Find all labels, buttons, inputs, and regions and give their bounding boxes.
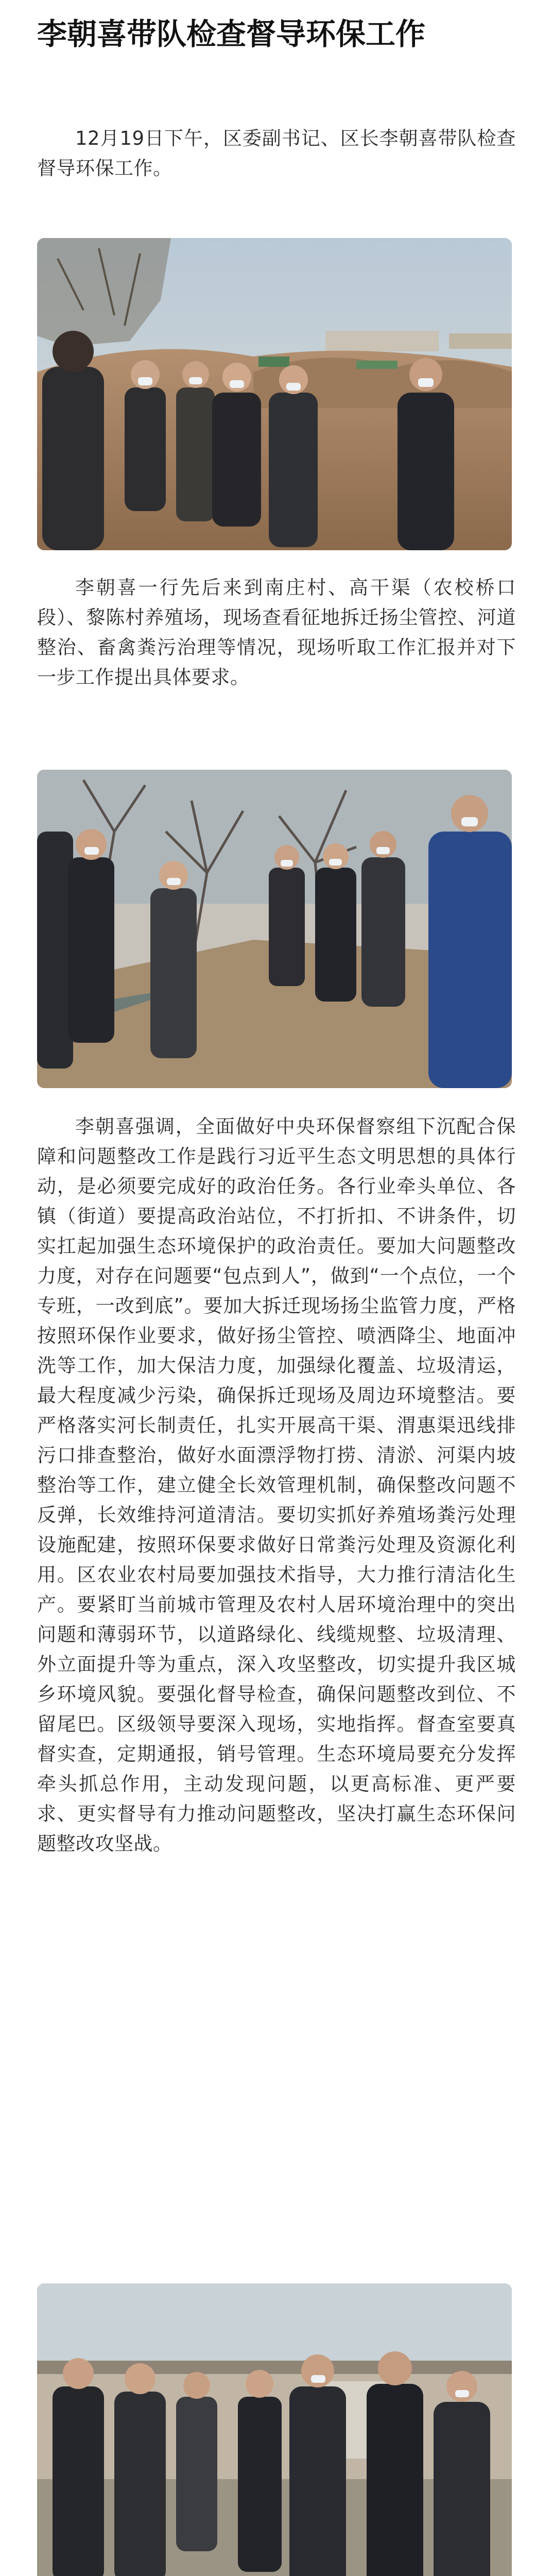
photo-farm-inspection: [37, 2283, 512, 2576]
paragraph-speech: 李朝喜强调，全面做好中央环保督察组下沉配合保障和问题整改工作是践行习近平生态文明思想的具体行动，是必须要完成好的政治任务。各行业牵头单位、各镇（街道）要提高政治站位，不打折扣、不讲条件，切实扛起加强生态环境保护的政治责任。要加大问题整改力度，对存在问题要“包点到人”，做到“一个点位，一个专班，一改到底”。要加大拆迁现场扬尘监管力度，严格按照环保作业要求，做好扬尘管控、喷洒降尘、地面冲洗等工作，加大保洁力度，加强绿化覆盖、垃圾清运，最大程度减少污染，确保拆迁现场及周边环境整洁。要严格落实河长制责任，扎实开展高干渠、渭惠渠迅线排污口排查整治，做好水面漂浮物打捞、清淤、河渠内坡整治等工作，建立健全长效管理机制，确保整改问题不反弹，长效维持河道清洁。要切实抓好养殖场粪污处理设施配建，按照环保要求做好日常粪污处理及资源化利用。区农业农村局要加强技术指导，大力推行清洁化生产。要紧盯当前城市管理及农村人居环境治理中的突出问题和薄弱环节，以道路绿化、线缆规整、垃圾清理、外立面提升等为重点，深入攻坚整改，切实提升我区城乡环境风貌。要强化督导检查，确保问题整改到位、不留尾巴。区级领导要深入现场，实地指挥。督查室要真督实查，定期通报，销号管理。生态环境局要充分发挥牵头抓总作用，主动发现问题，以更高标准、更严要求、更实督导有力推动问题整改，坚决打赢生态环保问题整改攻坚战。: [37, 1115, 516, 1855]
article-title: 李朝喜带队检查督导环保工作: [37, 16, 426, 52]
photo-site-inspection: [37, 238, 512, 550]
paragraph-intro: 12月19日下午，区委副书记、区长李朝喜带队检查督导环保工作。: [37, 127, 516, 179]
paragraph-itinerary: 李朝喜一行先后来到南庄村、高干渠（农校桥口段）、黎陈村养殖场，现场查看征地拆迁扬尘管控、河道整治、畜禽粪污治理等情况，现场听取工作汇报并对下一步工作提出具体要求。: [37, 577, 516, 688]
photo-canal-inspection: [37, 770, 512, 1088]
